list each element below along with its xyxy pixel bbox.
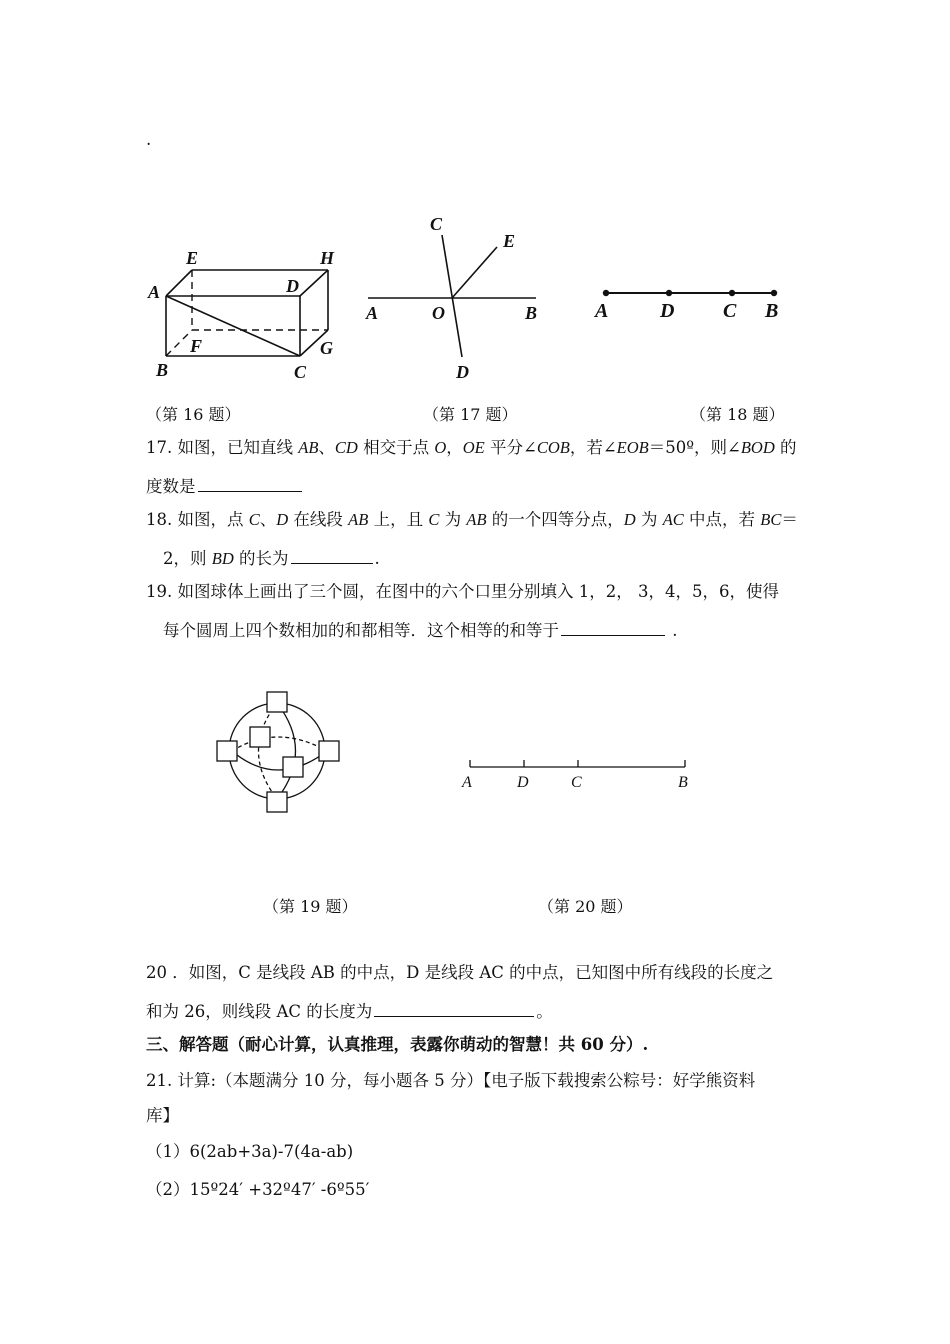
caption-16: （第 16 题） xyxy=(146,405,241,424)
diagonal-a-c xyxy=(166,296,300,356)
label-A: A xyxy=(595,300,609,322)
label-D: D xyxy=(456,362,469,382)
q17-line2: 度数是 xyxy=(146,475,304,497)
number-box-left[interactable] xyxy=(217,741,237,761)
equator-front xyxy=(232,751,327,770)
q18-answer-blank[interactable] xyxy=(291,547,373,564)
figure-16-cuboid xyxy=(140,240,350,390)
figure-20-segment xyxy=(455,755,700,800)
line-cd xyxy=(442,235,462,357)
edge-d-h xyxy=(300,270,328,296)
q20-answer-blank[interactable] xyxy=(374,1000,534,1017)
label-B: B xyxy=(525,303,538,323)
label-B: B xyxy=(678,774,688,791)
hidden-edge-b-f xyxy=(166,330,192,356)
point-A xyxy=(603,290,609,296)
q18-line1: 18. 如图，点 C、D 在线段 AB 上，且 C 为 AB 的一个四等分点，D 为 AC 中点，若 BC＝ xyxy=(146,510,798,529)
edge-a-e xyxy=(166,270,192,296)
caption-18: （第 18 题） xyxy=(690,405,785,424)
label-A: A xyxy=(148,282,161,302)
equator-back xyxy=(232,737,327,751)
meridian-front xyxy=(277,703,296,799)
q17-line1: 17. 如图，已知直线 AB、CD 相交于点 O，OE 平分∠COB，若∠EOB＝50º，则∠BOD 的 xyxy=(146,438,797,457)
meridian-back xyxy=(259,703,278,799)
q19-answer-blank[interactable] xyxy=(561,619,665,636)
label-B: B xyxy=(156,360,169,380)
point-C xyxy=(729,290,735,296)
label-F: F xyxy=(190,336,203,356)
label-C: C xyxy=(571,774,582,791)
number-box-inner-left[interactable] xyxy=(250,727,270,747)
section-3-heading: 三、解答题（耐心计算，认真推理，表露你萌动的智慧！共 60 分）. xyxy=(146,1035,649,1054)
q21-part2: （2）15º24′ +32º47′ -6º55′ xyxy=(146,1180,370,1199)
q21-line2: 库】 xyxy=(146,1106,179,1125)
number-box-inner-right[interactable] xyxy=(283,757,303,777)
label-O: O xyxy=(432,303,445,323)
label-D: D xyxy=(286,276,299,296)
label-E: E xyxy=(186,248,199,268)
label-A: A xyxy=(366,303,379,323)
figure-17-angles xyxy=(360,205,550,390)
q17-answer-blank[interactable] xyxy=(198,475,302,492)
q18-line2: 2，则 BD 的长为 . xyxy=(163,549,380,568)
point-D xyxy=(666,290,672,296)
outer-circle xyxy=(229,703,325,799)
q19-line1: 19. 如图球体上画出了三个圆，在图中的六个口里分别填入 1，2， 3，4，5，6，使得 xyxy=(146,582,779,601)
top-dot: . xyxy=(146,130,152,149)
label-H: H xyxy=(320,248,335,268)
number-box-right[interactable] xyxy=(319,741,339,761)
q21-part1: （1）6(2ab+3a)-7(4a-ab) xyxy=(146,1142,354,1161)
label-A: A xyxy=(462,774,472,791)
figure-19-sphere xyxy=(210,685,350,820)
number-box-bottom[interactable] xyxy=(267,792,287,812)
caption-19: （第 19 题） xyxy=(263,897,358,916)
caption-20: （第 20 题） xyxy=(538,897,633,916)
q19-line2: 每个圆周上四个数相加的和都相等．这个相等的和等于 . xyxy=(163,621,678,640)
label-E: E xyxy=(503,231,516,251)
figure-18-segment xyxy=(585,275,795,330)
ray-oe xyxy=(452,247,497,298)
point-B xyxy=(771,290,777,296)
q20-line1: 20 ．如图，C 是线段 AB 的中点，D 是线段 AC 的中点，已知图中所有线段的长度之 xyxy=(146,963,774,982)
label-C: C xyxy=(430,214,443,234)
q21-line1: 21. 计算:（本题满分 10 分，每小题各 5 分）【电子版下载搜索公粽号：好学熊资料 xyxy=(146,1071,756,1090)
number-box-top[interactable] xyxy=(267,692,287,712)
caption-17: （第 17 题） xyxy=(423,405,518,424)
label-D: D xyxy=(517,774,529,791)
q20-line2: 和为 26，则线段 AC 的长度为 。 xyxy=(146,1002,553,1021)
label-B: B xyxy=(765,300,779,322)
label-C: C xyxy=(294,362,307,382)
label-D: D xyxy=(660,300,675,322)
label-G: G xyxy=(320,338,333,358)
label-C: C xyxy=(723,300,737,322)
